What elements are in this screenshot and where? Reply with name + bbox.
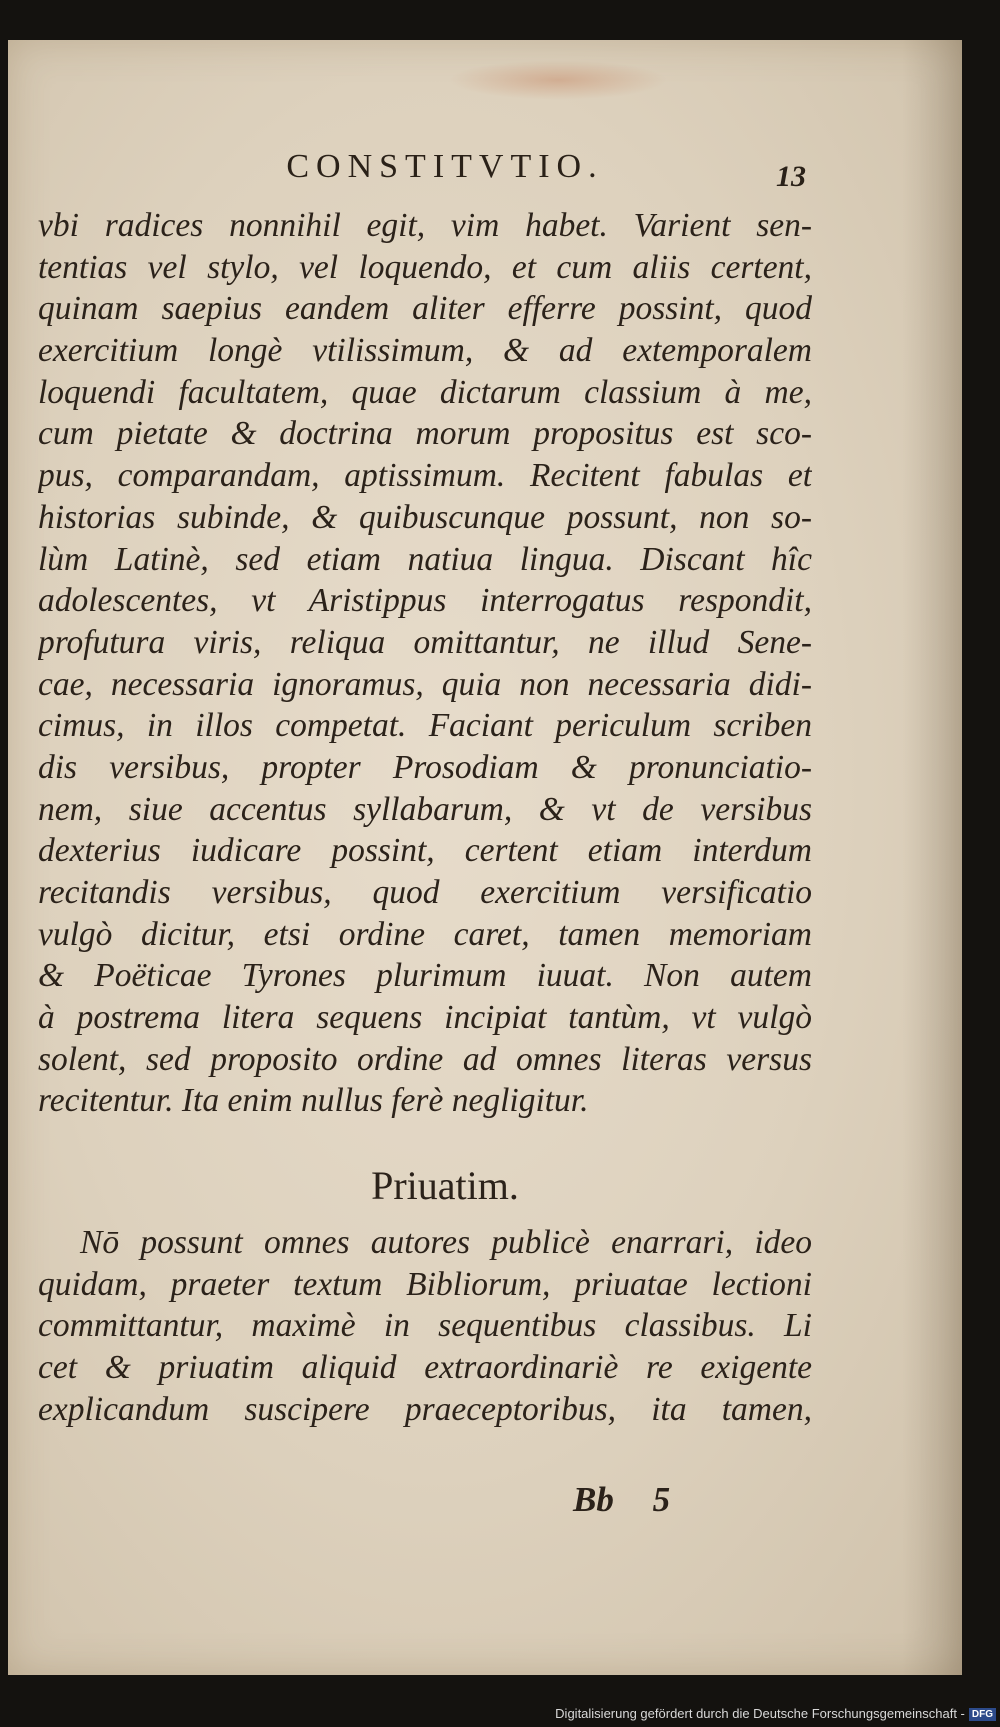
main-text-block bbox=[38, 205, 812, 1122]
text-line: & Poëticae Tyrones plurimum iuuat. Non autem bbox=[38, 957, 812, 995]
text-line: exercitium longè vtilissimum, & ad extemporalem bbox=[38, 332, 812, 370]
text-line: vulgò dicitur, etsi ordine caret, tamen memoriam bbox=[38, 915, 812, 953]
text-line: cae, necessaria ignoramus, quia non necessaria didi- bbox=[38, 665, 812, 703]
text-line: cimus, in illos competat. Faciant periculum scriben bbox=[38, 707, 812, 745]
page-number: 13 bbox=[776, 160, 806, 193]
text-line: profutura viris, reliqua omittantur, ne illud Sene- bbox=[38, 623, 812, 661]
book-page bbox=[8, 40, 962, 1675]
text-line: loquendi facultatem, quae dictarum classium à me, bbox=[38, 373, 812, 411]
running-head: CONSTITVTIO. bbox=[286, 148, 604, 185]
text-line: lùm Latinè, sed etiam natiua lingua. Discant hîc bbox=[38, 540, 812, 578]
text-line: cet & priuatim aliquid extraordinariè re exigente bbox=[38, 1349, 812, 1387]
text-line: vbi radices nonnihil egit, vim habet. Varient sen- bbox=[38, 207, 812, 244]
text-line: dexterius iudicare possint, certent etiam interdum bbox=[38, 832, 812, 870]
dfg-logo: DFG bbox=[969, 1708, 996, 1721]
digitization-credit bbox=[555, 1706, 996, 1721]
paper-stain bbox=[448, 60, 668, 100]
text-line: solent, sed proposito ordine ad omnes literas versus bbox=[38, 1040, 812, 1078]
text-line: committantur, maximè in sequentibus classibus. Li bbox=[38, 1307, 812, 1345]
text-line: quidam, praeter textum Bibliorum, priuatae lectioni bbox=[38, 1265, 812, 1303]
text-line: adolescentes, vt Aristippus interrogatus respondit, bbox=[38, 582, 812, 620]
text-line: nem, siue accentus syllabarum, & vt de versibus bbox=[38, 790, 812, 828]
text-line: dis versibus, propter Prosodiam & pronunciatio- bbox=[38, 748, 812, 786]
text-line: Nō possunt omnes autores publicè enarrari, ideo bbox=[80, 1224, 812, 1261]
text-line: quinam saepius eandem aliter efferre possint, quod bbox=[38, 290, 812, 328]
section-text-block bbox=[38, 1222, 812, 1430]
text-line: historias subinde, & quibuscunque possunt, non so- bbox=[38, 498, 812, 536]
text-line: cum pietate & doctrina morum propositus est sco- bbox=[38, 415, 812, 453]
credit-text: Digitalisierung gefördert durch die Deutsche Forschungsgemeinschaft - bbox=[555, 1705, 965, 1721]
text-line: tentias vel stylo, vel loquendo, et cum aliis certent, bbox=[38, 248, 812, 286]
text-line: à postrema litera sequens incipiat tantùm, vt vulgò bbox=[38, 999, 812, 1037]
text-line: pus, comparandam, aptissimum. Recitent fabulas et bbox=[38, 457, 812, 495]
text-line: recitentur. Ita enim nullus ferè negligitur. bbox=[38, 1082, 589, 1120]
page-gutter-shadow bbox=[902, 40, 962, 1675]
section-heading: Priuatim. bbox=[371, 1163, 519, 1208]
text-line: recitandis versibus, quod exercitium versificatio bbox=[38, 874, 812, 911]
text-line: explicandum suscipere praeceptoribus, ita tamen, bbox=[38, 1390, 812, 1428]
signature-mark: Bb 5 bbox=[573, 1480, 671, 1519]
